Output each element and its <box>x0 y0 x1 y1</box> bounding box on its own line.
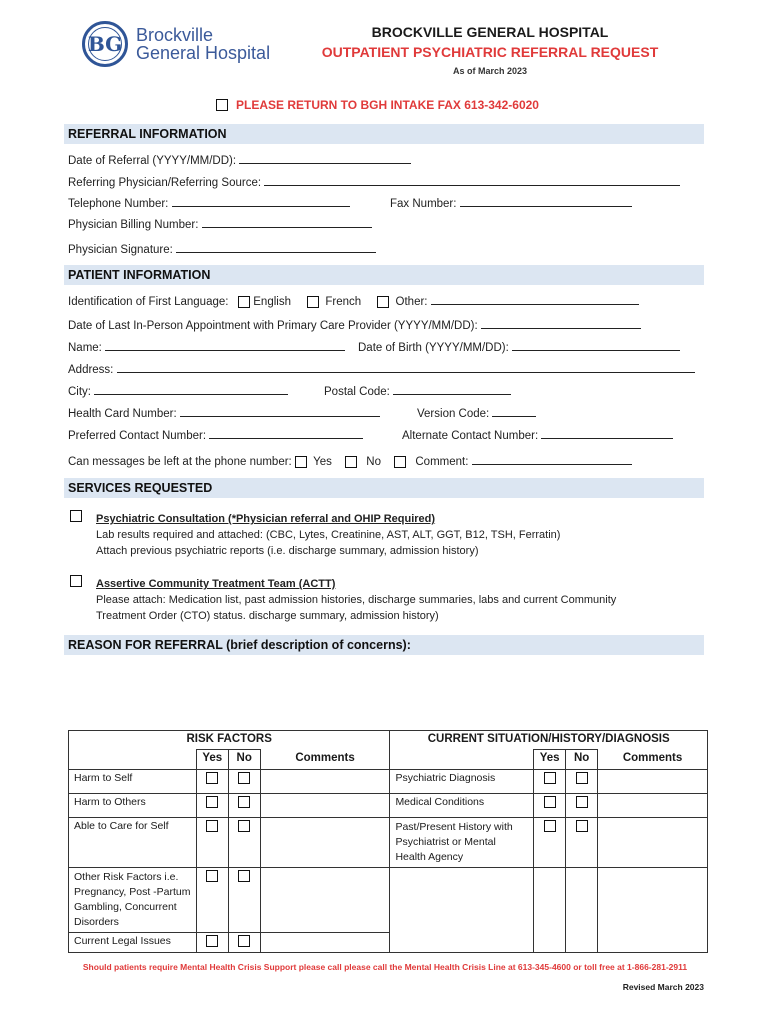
name-row <box>68 339 345 354</box>
legal-comment[interactable] <box>260 933 390 953</box>
english-label: English <box>253 296 291 308</box>
current-header-blank <box>390 750 534 770</box>
legal-no-checkbox[interactable] <box>238 935 250 947</box>
harm-self-comment[interactable] <box>260 770 390 794</box>
first-language-row <box>68 293 639 308</box>
harm-others-comment[interactable] <box>260 794 390 818</box>
history-no-checkbox[interactable] <box>576 820 588 832</box>
french-checkbox[interactable] <box>307 296 319 308</box>
messages-comment-checkbox[interactable] <box>394 456 406 468</box>
hospital-name: BROCKVILLE GENERAL HOSPITAL <box>371 24 609 40</box>
risk-factors-table <box>68 730 708 953</box>
messages-no-checkbox[interactable] <box>345 456 357 468</box>
psych-diagnosis-comment[interactable] <box>598 770 708 794</box>
city-row <box>68 383 288 398</box>
risk-label-harm-others: Harm to Others <box>69 794 197 818</box>
current-label-history: Past/Present History with Psychiatrist or Mental Health Agency <box>390 818 534 868</box>
postal-row <box>324 383 511 398</box>
preferred-contact-row <box>68 427 363 442</box>
psych-consult-labs: Lab results required and attached: (CBC, Lytes, Creatinine, AST, ALT, GGT, B12, TSH, Ferratin) <box>96 529 561 541</box>
referring-physician-row <box>68 174 680 189</box>
messages-row <box>68 453 632 468</box>
table-row <box>69 794 708 818</box>
city-label: City: <box>68 386 91 398</box>
billing-label: Physician Billing Number: <box>68 219 199 231</box>
current-situation-heading: CURRENT SITUATION/HISTORY/DIAGNOSIS <box>390 731 708 750</box>
city-field[interactable] <box>94 383 288 395</box>
other-language-checkbox[interactable] <box>377 296 389 308</box>
french-label: French <box>325 296 362 308</box>
current-yes-header: Yes <box>534 750 566 770</box>
other-risk-comment[interactable] <box>260 868 390 933</box>
psych-consult-reports: Attach previous psychiatric reports (i.e. discharge summary, admission history) <box>96 545 479 557</box>
section-referral-information: REFERRAL INFORMATION <box>64 124 704 144</box>
logo-line-1: Brockville <box>136 25 214 45</box>
table-row <box>69 770 708 794</box>
english-checkbox[interactable] <box>238 296 250 308</box>
psych-consult-title: Psychiatric Consultation (*Physician referral and OHIP Required) <box>96 513 436 525</box>
messages-yes-checkbox[interactable] <box>295 456 307 468</box>
fax-row <box>390 195 632 210</box>
risk-factors-heading: RISK FACTORS <box>69 731 390 750</box>
table-row <box>69 868 708 933</box>
risk-label-other: Other Risk Factors i.e. Pregnancy, Post -Partum Gambling, Concurrent Disorders <box>69 868 197 933</box>
current-no-header: No <box>566 750 598 770</box>
psych-diagnosis-no-checkbox[interactable] <box>576 772 588 784</box>
referral-date-field[interactable] <box>239 152 411 164</box>
reason-text-area[interactable] <box>64 656 704 726</box>
logo-line-2: General Hospital <box>136 43 271 63</box>
dob-field[interactable] <box>512 339 680 351</box>
logo-text <box>136 26 270 62</box>
risk-yes-header: Yes <box>196 750 228 770</box>
crisis-line-notice: Should patients require Mental Health Crisis Support please call please call the Mental Health Crisis Line at 613-345-4600 or toll free at 1-866-281-2911 <box>82 962 688 972</box>
psych-consult-checkbox[interactable] <box>70 510 82 522</box>
table-row <box>69 818 708 868</box>
address-label: Address: <box>68 364 114 376</box>
messages-label: Can messages be left at the phone number: <box>68 456 292 468</box>
telephone-row <box>68 195 350 210</box>
actt-checkbox[interactable] <box>70 575 82 587</box>
medical-conditions-comment[interactable] <box>598 794 708 818</box>
section-patient-information: PATIENT INFORMATION <box>64 265 704 285</box>
dob-row <box>358 339 680 354</box>
care-self-yes-checkbox[interactable] <box>206 820 218 832</box>
section-reason-for-referral: REASON FOR REFERRAL (brief description of concerns): <box>64 635 704 655</box>
other-language-label: Other: <box>395 296 428 308</box>
harm-others-no-checkbox[interactable] <box>238 796 250 808</box>
referring-physician-label: Referring Physician/Referring Source: <box>68 177 262 189</box>
postal-label: Postal Code: <box>324 386 390 398</box>
hospital-logo <box>82 20 272 68</box>
telephone-label: Telephone Number: <box>68 198 169 210</box>
logo-mark: BG <box>82 21 128 67</box>
medical-conditions-yes-checkbox[interactable] <box>544 796 556 808</box>
health-card-field[interactable] <box>180 405 380 417</box>
current-label-psych-diagnosis: Psychiatric Diagnosis <box>390 770 534 794</box>
alternate-contact-field[interactable] <box>541 427 673 439</box>
telephone-field[interactable] <box>172 195 350 207</box>
signature-field[interactable] <box>176 241 376 253</box>
language-label: Identification of First Language: <box>68 296 229 308</box>
alternate-contact-row <box>402 427 673 442</box>
actt-line-1: Please attach: Medication list, past admission histories, discharge summaries, labs and current Community <box>96 594 617 606</box>
dob-label: Date of Birth (YYYY/MM/DD): <box>358 342 509 354</box>
form-title: OUTPATIENT PSYCHIATRIC REFERRAL REQUEST <box>321 44 659 60</box>
health-card-label: Health Card Number: <box>68 408 177 420</box>
actt-block <box>96 576 616 624</box>
fax-notice <box>216 98 539 112</box>
fax-notice-text: PLEASE RETURN TO BGH INTAKE FAX 613-342-6020 <box>236 98 539 112</box>
name-label: Name: <box>68 342 102 354</box>
version-field[interactable] <box>492 405 536 417</box>
actt-line-2: Treatment Order (CTO) status. discharge summary, admission history) <box>96 610 439 622</box>
psych-diagnosis-yes-checkbox[interactable] <box>544 772 556 784</box>
legal-yes-checkbox[interactable] <box>206 935 218 947</box>
risk-no-header: No <box>228 750 260 770</box>
patient-name-field[interactable] <box>105 339 345 351</box>
signature-label: Physician Signature: <box>68 244 173 256</box>
current-comments-header: Comments <box>598 750 708 770</box>
section-services-requested: SERVICES REQUESTED <box>64 478 704 498</box>
health-card-row <box>68 405 380 420</box>
address-row <box>68 361 695 376</box>
fax-return-checkbox[interactable] <box>216 99 228 111</box>
current-blank-yes <box>534 868 566 953</box>
last-appointment-row <box>68 317 641 332</box>
current-blank-no <box>566 868 598 953</box>
preferred-contact-field[interactable] <box>209 427 363 439</box>
risk-label-legal: Current Legal Issues <box>69 933 197 953</box>
billing-row <box>68 216 372 231</box>
medical-conditions-no-checkbox[interactable] <box>576 796 588 808</box>
as-of-date: As of March 2023 <box>452 66 528 76</box>
risk-label-harm-self: Harm to Self <box>69 770 197 794</box>
preferred-contact-label: Preferred Contact Number: <box>68 430 207 442</box>
last-appointment-label: Date of Last In-Person Appointment with Primary Care Provider (YYYY/MM/DD): <box>68 320 478 332</box>
version-row <box>417 405 536 420</box>
referring-physician-field[interactable] <box>264 174 680 186</box>
postal-field[interactable] <box>393 383 511 395</box>
care-self-no-checkbox[interactable] <box>238 820 250 832</box>
signature-row <box>68 241 376 256</box>
history-comment[interactable] <box>598 818 708 868</box>
fax-label: Fax Number: <box>390 198 457 210</box>
revised-date: Revised March 2023 <box>622 982 704 992</box>
fax-field[interactable] <box>460 195 632 207</box>
last-appointment-field[interactable] <box>481 317 641 329</box>
current-blank-comment[interactable] <box>598 868 708 953</box>
other-risk-no-checkbox[interactable] <box>238 870 250 882</box>
other-risk-yes-checkbox[interactable] <box>206 870 218 882</box>
harm-others-yes-checkbox[interactable] <box>206 796 218 808</box>
messages-no-label: No <box>366 456 381 468</box>
billing-field[interactable] <box>202 216 372 228</box>
psych-consult-block <box>96 511 560 559</box>
risk-label-care-self: Able to Care for Self <box>69 818 197 868</box>
harm-self-yes-checkbox[interactable] <box>206 772 218 784</box>
history-yes-checkbox[interactable] <box>544 820 556 832</box>
other-language-field[interactable] <box>431 293 639 305</box>
alternate-contact-label: Alternate Contact Number: <box>402 430 539 442</box>
current-blank-cell[interactable] <box>390 868 534 953</box>
address-field[interactable] <box>117 361 695 373</box>
actt-title: Assertive Community Treatment Team (ACTT) <box>96 578 336 590</box>
referral-date-label: Date of Referral (YYYY/MM/DD): <box>68 155 237 167</box>
version-label: Version Code: <box>417 408 490 420</box>
messages-yes-label: Yes <box>313 456 332 468</box>
harm-self-no-checkbox[interactable] <box>238 772 250 784</box>
messages-comment-field[interactable] <box>472 453 632 465</box>
referral-date-row <box>68 152 411 167</box>
risk-comments-header: Comments <box>260 750 390 770</box>
messages-comment-label: Comment: <box>415 456 469 468</box>
risk-header-blank <box>69 750 197 770</box>
care-self-comment[interactable] <box>260 818 390 868</box>
current-label-medical-conditions: Medical Conditions <box>390 794 534 818</box>
